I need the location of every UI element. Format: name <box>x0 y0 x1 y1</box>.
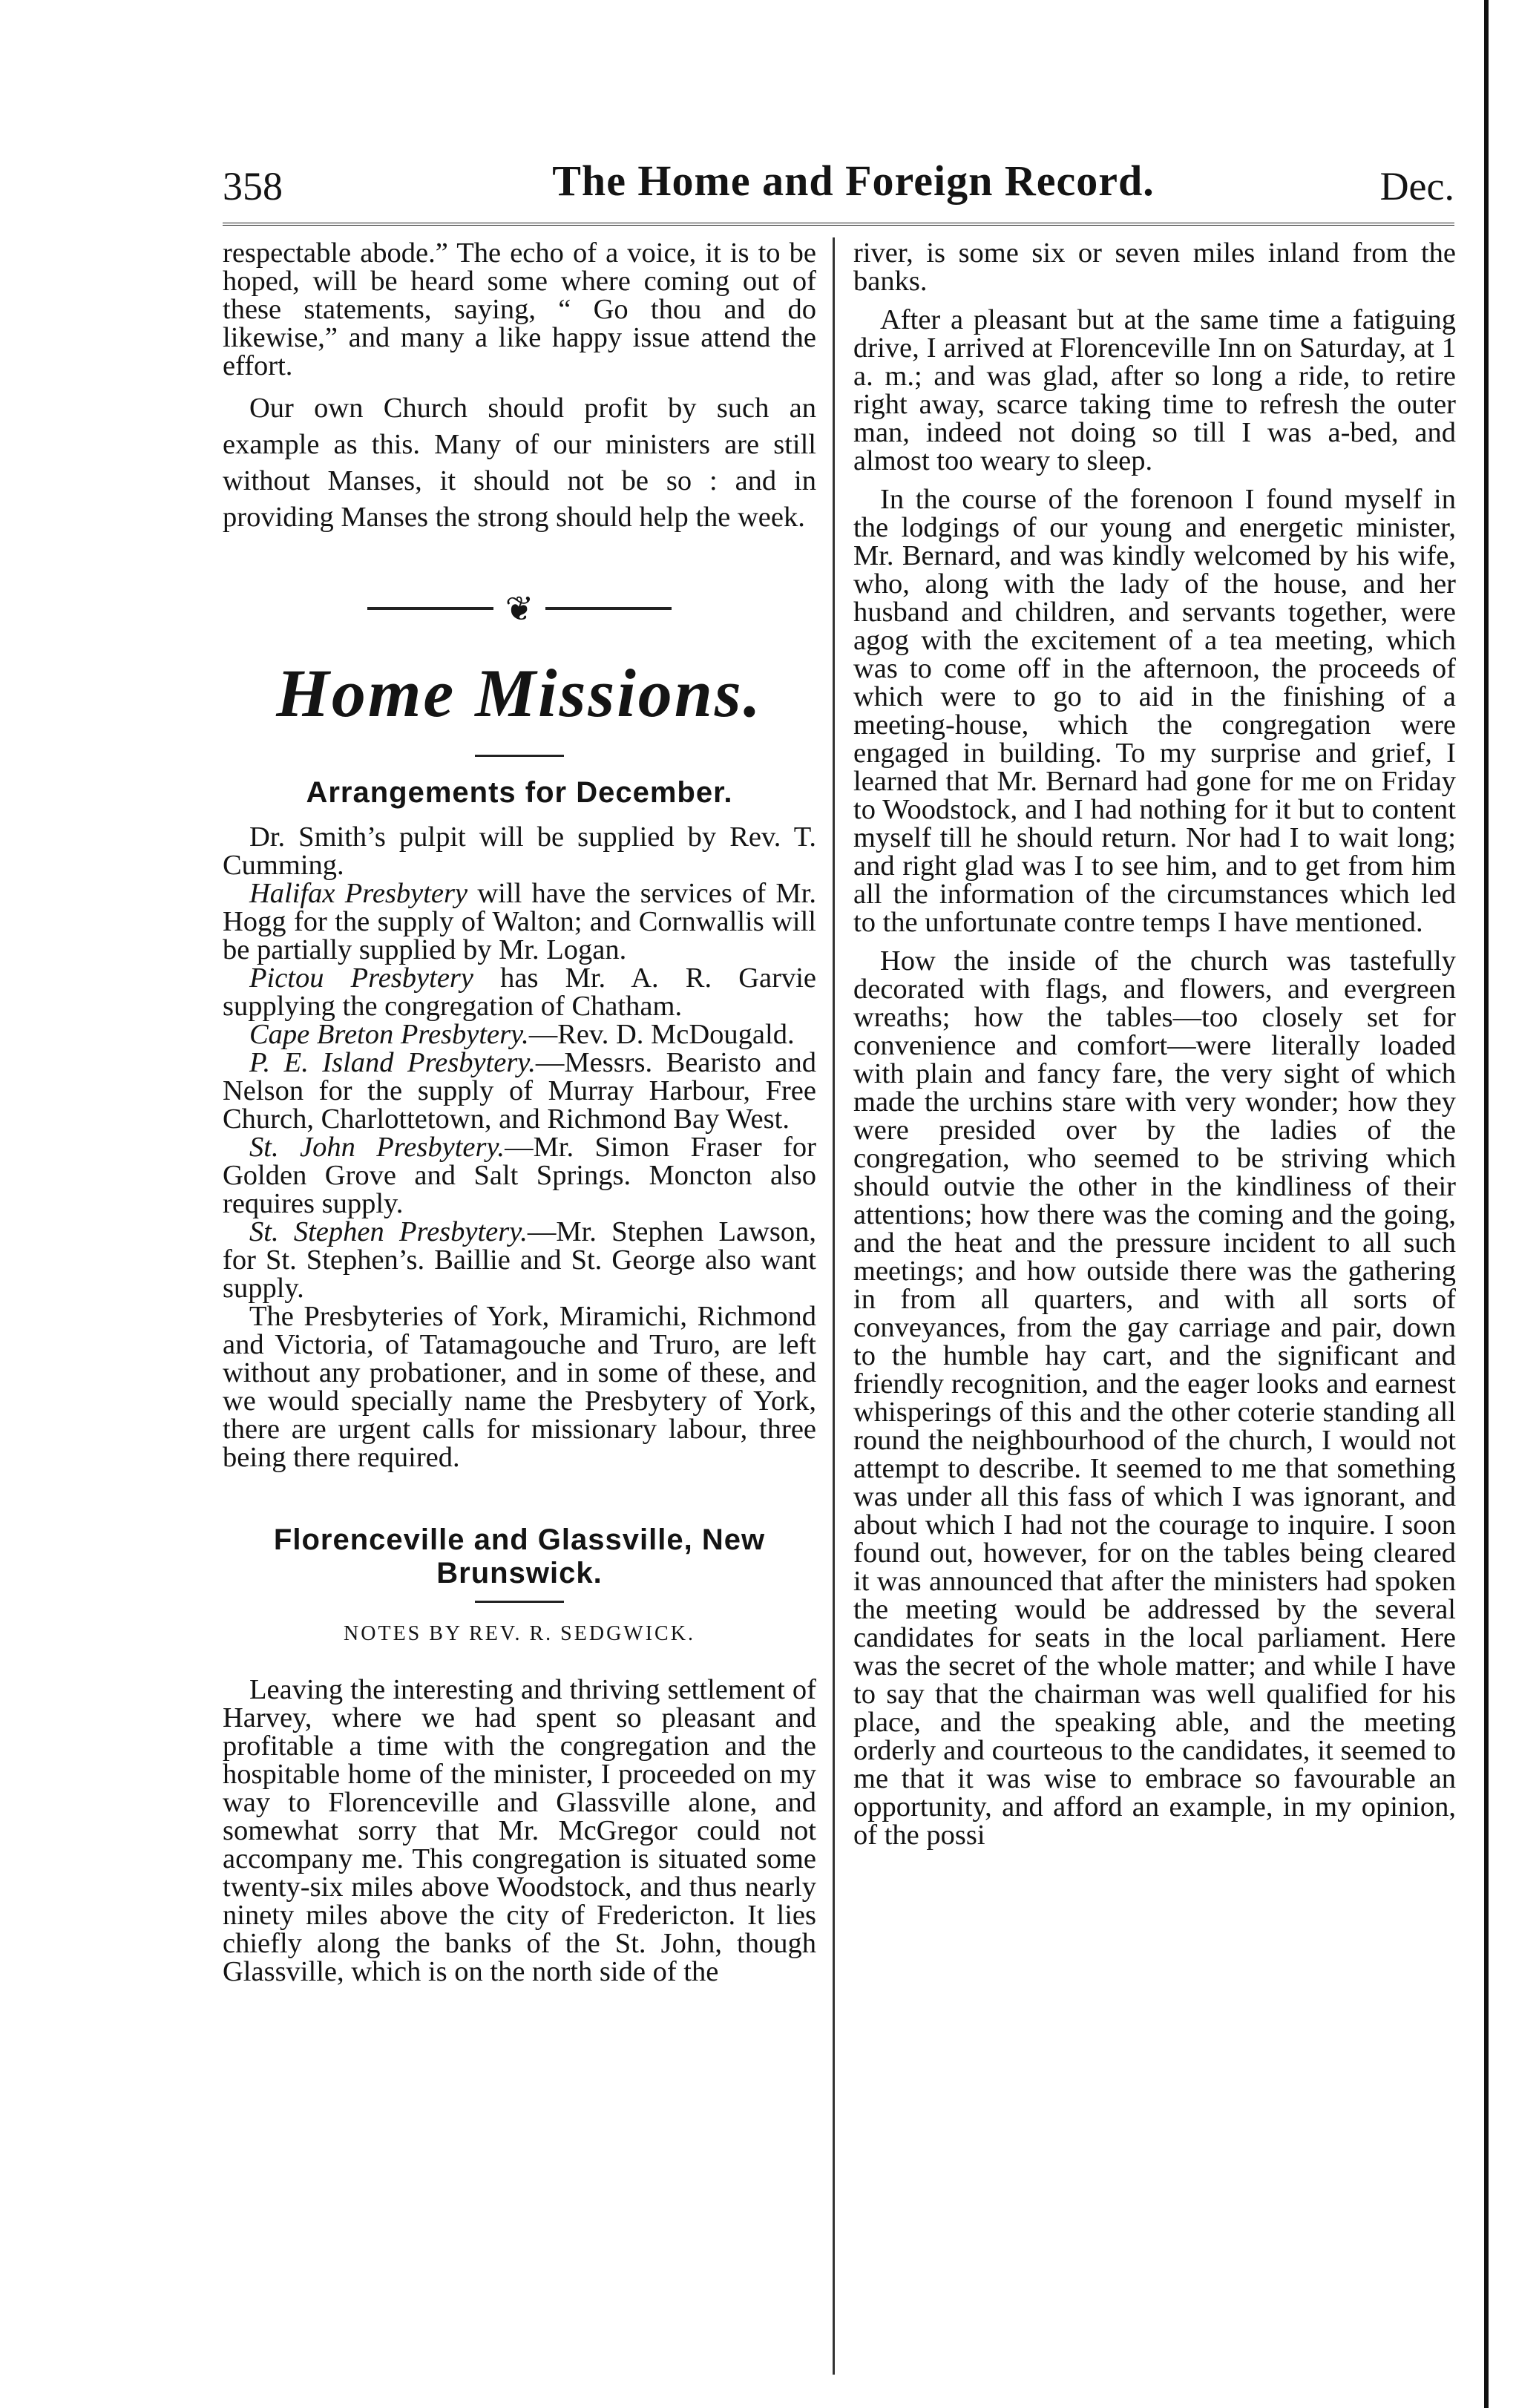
paragraph: In the course of the forenoon I found myself in the lodgings of our young and energetic minister, Mr. Bernard, and was kindly welcomed by his wife, who, along with the lady of the house, and her husband and children, and servants together, were agog with the excitement of a tea meeting, which was to come off in the afternoon, the proceeds of which were to go to aid in the finishing of a meeting-house, which the congregation were engaged in building. To my surprise and grief, I learned that Mr. Bernard had gone for me on Friday to Woodstock, and I had nothing for it but to content myself till he should return. Nor had I to wait long; and right glad was I to see him, and to get from him all the information of the circumstances which led to the unfortunate contre temps I have mentioned. <box>853 484 1456 938</box>
presbytery-name: Pictou Presbytery <box>249 962 473 994</box>
ornament-knot-icon: ❦ <box>505 589 534 628</box>
header-rule <box>223 223 1454 226</box>
arrangement-item: St. John Presbytery.—Mr. Simon Fraser for Golden Grove and Salt Springs. Moncton also requires supply. <box>223 1131 816 1219</box>
heading-rule <box>475 755 564 757</box>
arrangement-item: Halifax Presbytery will have the services of Mr. Hogg for the supply of Walton; and Cornwallis will be partially supplied by Mr. Logan. <box>223 877 816 965</box>
paragraph: river, is some six or seven miles inland from the banks. <box>853 237 1456 297</box>
paragraph: How the inside of the church was tastefully decorated with flags, and flowers, and evergreen wreaths; how the tables—too closely set for convenience and comfort—were literally loaded with plain and fancy fare, the very sight of which made the urchins stare with very wonder; how they were presided over by the ladies of the congregation, who seemed to be striving which should outvie the other in the kindliness of their attentions; how there was the coming and the going, and the heat and the pressure incident to all such meetings; and how outside there was the gathering in from all quarters, and with all sorts of conveyances, from the gay carriage and pair, down to the humble hay cart, and the significant and friendly recognition, and the eager looks and earnest whisperings of this and the other coterie standing all round the neighbourhood of the church, I would not attempt to describe. It seemed to me that something was under all this fass of which I was ignorant, and about which I had not the courage to inquire. I soon found out, however, for on the tables being cleared it was announced that after the ministers had spoken the meeting would be addressed by the several candidates for seats in the local parliament. Here was the secret of the whole matter; and while I have to say that the chairman was well qualified for his place, and the speaking able, and the meeting orderly and courteous to the candidates, it seemed to me that it was wise to embrace so favourable an opportunity, and afford an example, in my opinion, of the possi <box>853 945 1456 1851</box>
heading-rule <box>475 1601 564 1603</box>
presbytery-name: St. John Presbytery. <box>249 1131 505 1163</box>
arrangement-item: Cape Breton Presbytery.—Rev. D. McDougald. <box>249 1018 795 1050</box>
page-edge-rule <box>1484 0 1489 2408</box>
ornament-line <box>545 607 672 610</box>
article-byline: NOTES BY REV. R. SEDGWICK. <box>344 1621 695 1645</box>
page-month: Dec. <box>1379 164 1454 209</box>
arrangement-item: Dr. Smith’s pulpit will be supplied by Rev. T. Cumming. <box>223 821 816 881</box>
arrangement-item: The Presbyteries of York, Miramichi, Richmond and Victoria, of Tatamagouche and Truro, are left without any probationer, and in some of these, and we would specially name the Presbytery of York, there are urgent calls for missionary labour, three being there required. <box>223 1300 816 1473</box>
page-number: 358 <box>223 164 283 209</box>
presbytery-name: Cape Breton Presbytery. <box>249 1018 529 1050</box>
presbytery-name: P. E. Island Presbytery. <box>249 1046 536 1078</box>
paragraph: After a pleasant but at the same time a fatiguing drive, I arrived at Florenceville Inn on Saturday, at 1 a. m.; and was glad, after so long a ride, to retire right away, scarce taking time to refresh the outer man, indeed not doing so till I was a-bed, and almost too weary to sleep. <box>853 304 1456 476</box>
arrangements-heading: Arrangements for December. <box>306 775 733 809</box>
column-divider <box>833 237 835 2375</box>
page-header <box>223 156 1454 223</box>
running-title: The Home and Foreign Record. <box>552 157 1155 205</box>
arrangement-item: P. E. Island Presbytery.—Messrs. Bearisto and Nelson for the supply of Murray Harbour, Free Church, Charlottetown, and Richmond Bay West. <box>223 1046 816 1135</box>
left-column <box>223 239 816 1986</box>
paragraph: Leaving the interesting and thriving settlement of Harvey, where we had spent so pleasant and profitable a time with the congregation and the hospitable home of the minister, I proceeded on my way to Florenceville and Glassville alone, and somewhat sorry that Mr. McGregor could not accompany me. This congregation is situated some twenty-six miles above Woodstock, and thus nearly ninety miles above the city of Fredericton. It lies chiefly along the banks of the St. John, though Glassville, which is on the north side of the <box>223 1673 816 1987</box>
article-heading: Florenceville and Glassville, New Brunswick. <box>273 1523 766 1590</box>
presbytery-name: St. Stephen Presbytery. <box>249 1216 528 1247</box>
ornament-divider <box>223 588 816 629</box>
arrangement-item: St. Stephen Presbytery.—Mr. Stephen Lawson, for St. Stephen’s. Baillie and St. George also want supply. <box>223 1216 817 1304</box>
section-heading: Home Missions. <box>276 655 763 731</box>
right-column <box>853 239 1456 1849</box>
arrangement-item: Pictou Presbytery has Mr. A. R. Garvie supplying the congregation of Chatham. <box>223 962 816 1022</box>
paragraph: respectable abode.” The echo of a voice, it is to be hoped, will be heard some where coming out of these statements, saying, “ Go thou and do likewise,” and many a like happy issue attend the effort. <box>223 237 816 381</box>
presbytery-name: Halifax Presbytery <box>249 877 468 909</box>
ornament-line <box>367 607 493 610</box>
paragraph: Our own Church should profit by such an example as this. Many of our ministers are still without Manses, it should not be so : and in providing Manses the strong should help the week. <box>223 393 816 533</box>
